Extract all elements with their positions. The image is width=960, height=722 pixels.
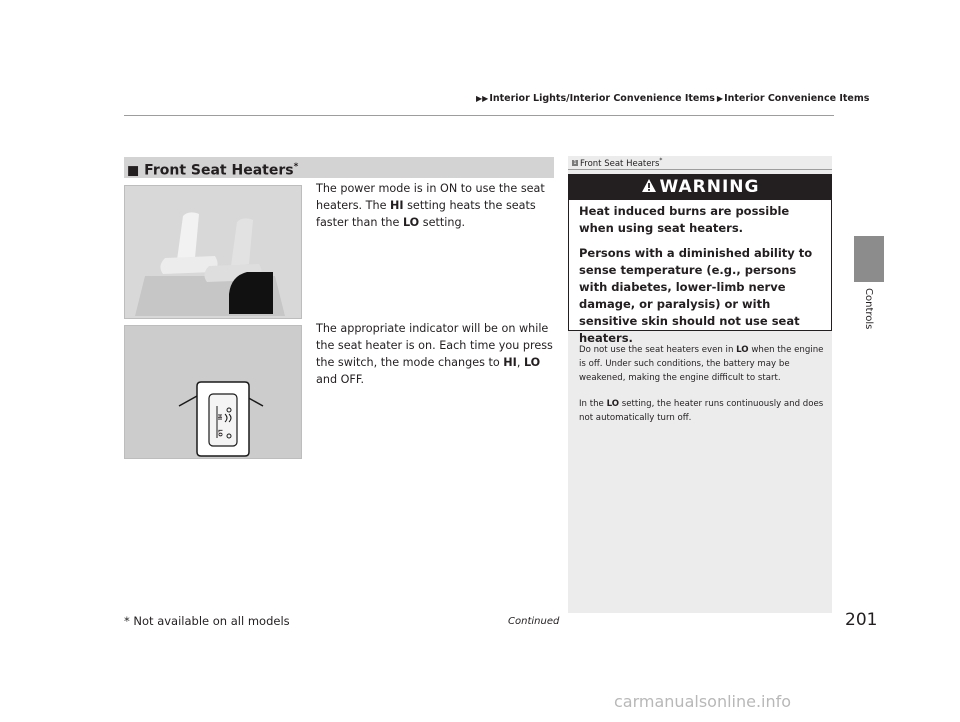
- section-title-text: Front Seat Heaters: [144, 162, 294, 179]
- breadcrumb-arrow-icon: ▶▶: [476, 94, 489, 103]
- watermark: carmanualsonline.info: [614, 692, 792, 711]
- lo-setting: LO: [523, 356, 541, 369]
- paragraph-indicator: The appropriate indicator will be on while the seat heater is on. Each time you press the switch, the mode changes to HI, LO and OFF.: [316, 322, 553, 386]
- section-marker-icon: ■: [127, 163, 140, 179]
- breadcrumb-item-2[interactable]: Interior Convenience Items: [724, 93, 870, 104]
- chapter-tab[interactable]: [854, 236, 884, 282]
- footnote: * Not available on all models: [124, 614, 290, 628]
- notes-text: [579, 343, 827, 437]
- chapter-tab-label: Controls: [863, 288, 874, 330]
- breadcrumb-item-1[interactable]: Interior Lights/Interior Convenience Items: [489, 93, 715, 104]
- lo-setting: LO: [402, 216, 420, 229]
- seat-illustration: [124, 185, 302, 319]
- breadcrumb: [476, 93, 869, 104]
- warning-heading: WARNING: [569, 175, 831, 200]
- section-asterisk: *: [293, 162, 299, 172]
- heater-switch-illustration: [124, 325, 302, 459]
- page-number: 201: [845, 610, 878, 630]
- section-title: [127, 157, 298, 178]
- seat-illustration-graphic: [125, 186, 301, 318]
- warning-line-1: Heat induced burns are possible when using seat heaters.: [579, 204, 790, 235]
- notes-title: 1 Front Seat Heaters*: [573, 157, 663, 169]
- note-continuous: In the LO setting, the heater runs continuously and does not automatically turn off.: [579, 399, 824, 423]
- hi-setting: HI: [503, 356, 517, 369]
- continued-label: Continued: [508, 616, 560, 627]
- switch-hi-label: HI: [216, 413, 223, 421]
- paragraph-power-mode: The power mode is in ON to use the seat heaters. The HI setting heats the seats faster than the LO setting.: [316, 182, 545, 229]
- hi-setting: HI: [390, 199, 404, 212]
- warning-text: [579, 203, 825, 355]
- warning-line-2: Persons with a diminished ability to sense temperature (e.g., persons with diabetes, lower-limb nerve damage, or paralysis) or with sensitive skin should not use seat heaters.: [579, 246, 813, 345]
- heater-switch-graphic: [125, 326, 301, 458]
- warning-triangle-icon: [641, 178, 657, 193]
- note-battery: Do not use the seat heaters even in LO when the engine is off. Under such conditions, the battery may be weakened, making the engine difficult to start.: [579, 345, 824, 383]
- breadcrumb-arrow-icon: ▶: [716, 94, 724, 103]
- switch-lo-label: LO: [216, 429, 223, 437]
- notes-divider: [568, 169, 832, 170]
- note-reference-icon: 1: [573, 160, 577, 167]
- header-divider: [124, 115, 834, 116]
